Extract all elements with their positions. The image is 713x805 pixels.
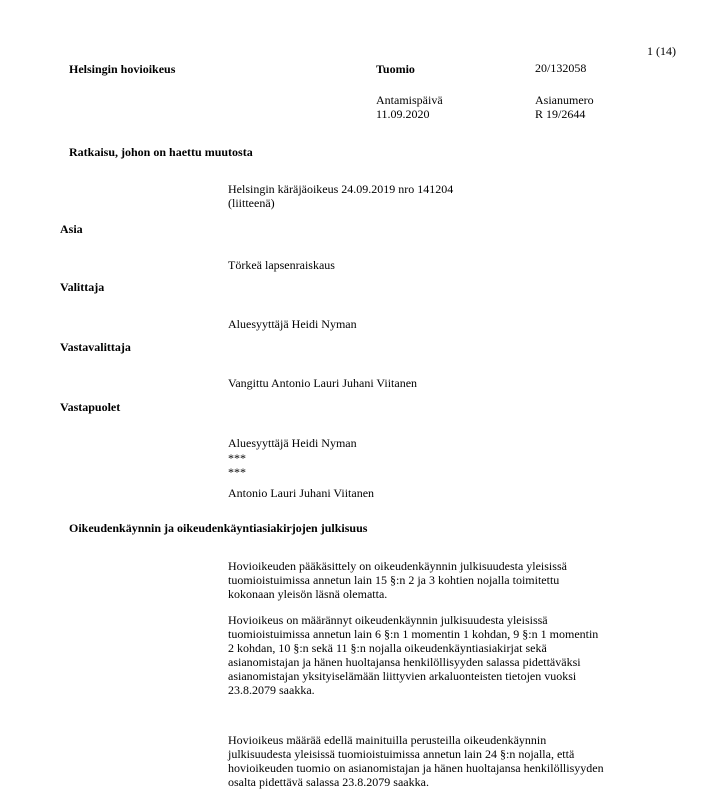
paragraph-line: asianomistajan ja hänen huoltajansa henkilöllisyyden salassa pidettäväksi bbox=[228, 655, 581, 669]
matter-value: Törkeä lapsenraiskaus bbox=[228, 258, 335, 272]
date-value: 11.09.2020 bbox=[376, 107, 430, 121]
paragraph-line: osalta pidettävä salassa 23.8.2079 saakka. bbox=[228, 775, 429, 789]
paragraph-line: asianomistajan yksityiselämään liittyvien arkaluonteisten tietojen vuoksi bbox=[228, 669, 577, 683]
paragraph-line: kokonaan yleisön läsnä olematta. bbox=[228, 587, 388, 601]
respondent-line: Aluesyyttäjä Heidi Nyman bbox=[228, 436, 357, 450]
paragraph-line: Hovioikeus määrää edellä mainituilla perusteilla oikeudenkäynnin bbox=[228, 733, 547, 747]
paragraph-line: tuomioistuimissa annetun lain 6 §:n 1 momentin 1 kohdan, 9 §:n 1 momentin bbox=[228, 627, 599, 641]
counter-appellant-value: Vangittu Antonio Lauri Juhani Viitanen bbox=[228, 376, 418, 390]
appealed-decision-line: Helsingin käräjäoikeus 24.09.2019 nro 141204 bbox=[228, 182, 454, 196]
appealed-decision-line: (liitteenä) bbox=[228, 196, 275, 210]
document-type: Tuomio bbox=[376, 62, 415, 76]
respondent-line: *** bbox=[228, 465, 246, 479]
paragraph-line: 23.8.2079 saakka. bbox=[228, 683, 315, 697]
appellant-value: Aluesyyttäjä Heidi Nyman bbox=[228, 317, 357, 331]
matter-heading: Asia bbox=[60, 222, 83, 236]
date-label: Antamispäivä bbox=[376, 93, 443, 107]
paragraph-line: julkisuudesta yleisissä tuomioistuimissa annetun lain 24 §:n nojalla, että bbox=[228, 747, 575, 761]
document-number: 20/132058 bbox=[535, 61, 587, 75]
appellant-heading: Valittaja bbox=[60, 280, 105, 294]
respondents-heading: Vastapuolet bbox=[60, 400, 121, 414]
appealed-decision-heading: Ratkaisu, johon on haettu muutosta bbox=[69, 145, 253, 159]
paragraph-line: 2 kohdan, 10 §:n sekä 11 §:n nojalla oikeudenkäyntiasiakirjat sekä bbox=[228, 641, 547, 655]
publicity-heading: Oikeudenkäynnin ja oikeudenkäyntiasiakirjojen julkisuus bbox=[69, 521, 368, 535]
counter-appellant-heading: Vastavalittaja bbox=[60, 340, 131, 354]
paragraph-line: hovioikeuden tuomio on asianomistajan ja hänen huoltajansa henkilöllisyyden bbox=[228, 761, 604, 775]
case-number-value: R 19/2644 bbox=[535, 107, 586, 121]
paragraph-line: Hovioikeuden pääkäsittely on oikeudenkäynnin julkisuudesta yleisissä bbox=[228, 559, 567, 573]
paragraph-line: tuomioistuimissa annetun lain 15 §:n 2 ja 3 kohtien nojalla toimitettu bbox=[228, 573, 560, 587]
respondent-line: Antonio Lauri Juhani Viitanen bbox=[228, 486, 375, 500]
court-name: Helsingin hovioikeus bbox=[69, 62, 176, 76]
page-number: 1 (14) bbox=[647, 44, 676, 58]
case-number-label: Asianumero bbox=[535, 93, 594, 107]
respondent-line: *** bbox=[228, 451, 246, 465]
paragraph-line: Hovioikeus on määrännyt oikeudenkäynnin julkisuudesta yleisissä bbox=[228, 613, 548, 627]
